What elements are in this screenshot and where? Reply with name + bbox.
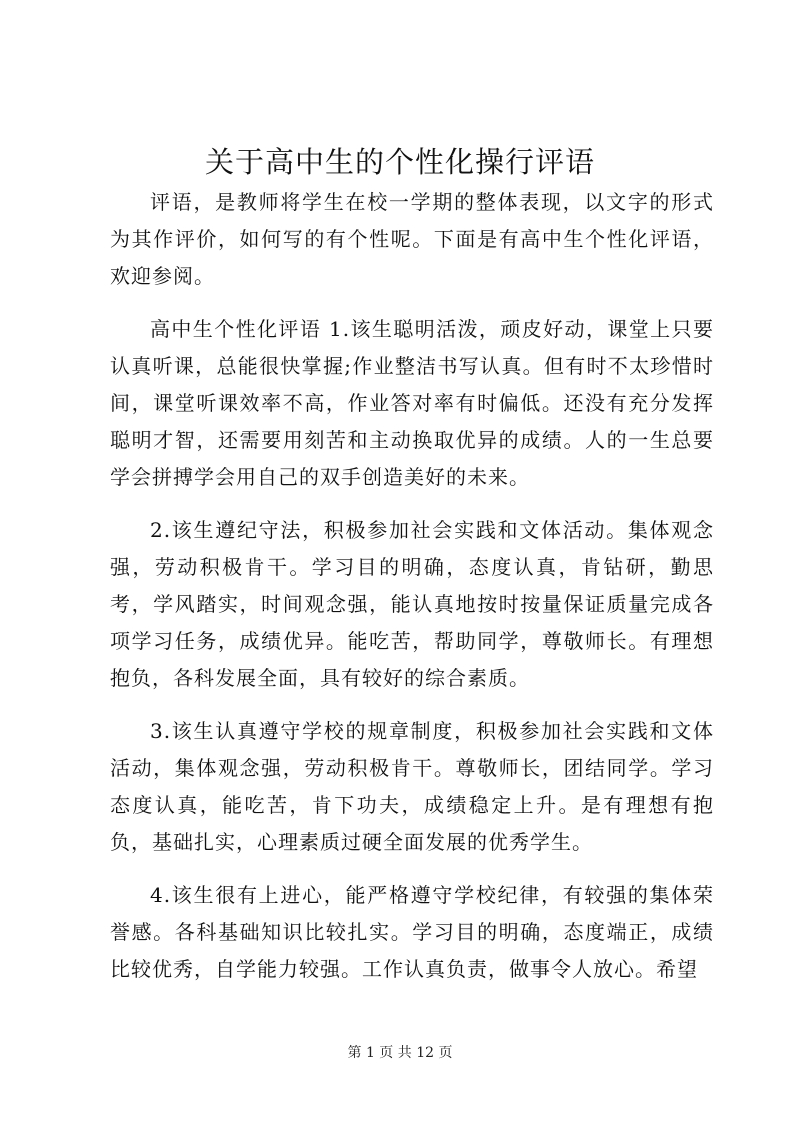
- paragraph-comment-1: 高中生个性化评语 1.该生聪明活泼，顽皮好动，课堂上只要认真听课，总能很快掌握;作业整洁书写认真。但有时不太珍惜时间，课堂听课效率不高，作业答对率有时偏低。还没有充分发挥聪明才智，还需要用刻苦和主动换取优异的成绩。人的一生总要学会拼搏学会用自己的双手创造美好的未来。: [110, 317, 714, 489]
- paragraph-comment-4: 4.该生很有上进心，能严格遵守学校纪律，有较强的集体荣誉感。各科基础知识比较扎实。学习目的明确，态度端正，成绩比较优秀，自学能力较强。工作认真负责，做事令人放心。希望: [110, 883, 714, 981]
- document-body: [110, 184, 714, 1004]
- paragraph-comment-2: 2.该生遵纪守法，积极参加社会实践和文体活动。集体观念强，劳动积极肯干。学习目的明确，态度认真，肯钻研，勤思考，学风踏实，时间观念强，能认真地按时按量保证质量完成各项学习任务，成绩优异。能吃苦，帮助同学，尊敬师长。有理想抱负，各科发展全面，具有较好的综合素质。: [110, 518, 714, 690]
- page-number-footer: 第 1 页 共 12 页: [347, 1045, 453, 1061]
- paragraph-comment-3: 3.该生认真遵守学校的规章制度，积极参加社会实践和文体活动，集体观念强，劳动积极肯干。尊敬师长，团结同学。学习态度认真，能吃苦，肯下功夫，成绩稳定上升。是有理想有抱负，基础扎实，心理素质过硬全面发展的优秀学生。: [110, 719, 714, 854]
- document-title: 关于高中生的个性化操行评语: [204, 145, 595, 179]
- paragraph-intro: 评语，是教师将学生在校一学期的整体表现，以文字的形式为其作评价，如何写的有个性呢。下面是有高中生个性化评语，欢迎参阅。: [110, 190, 714, 288]
